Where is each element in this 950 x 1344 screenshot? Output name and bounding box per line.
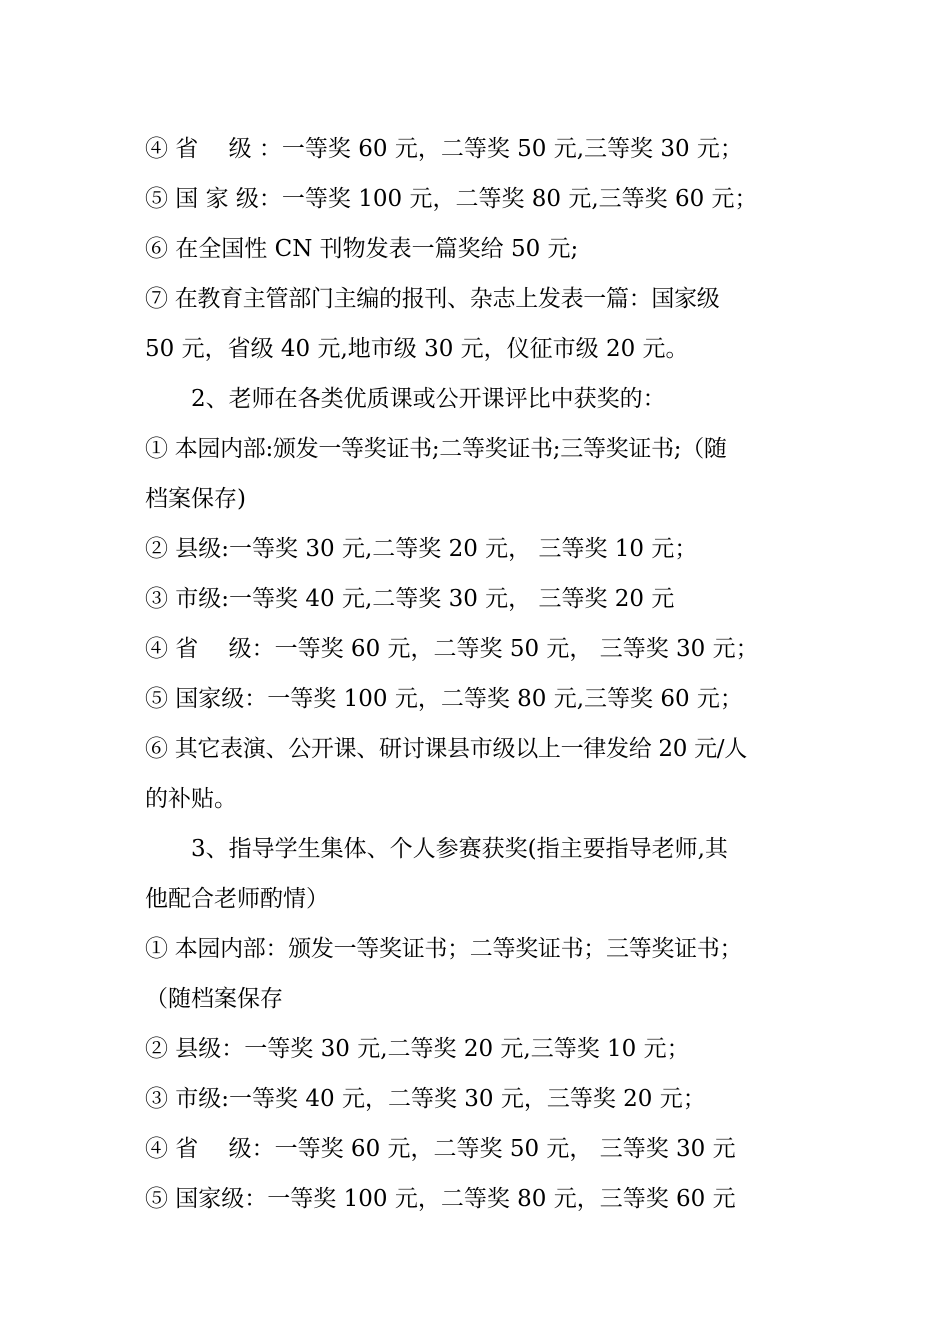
document-body (145, 124, 817, 1224)
section-heading-2: 2、老师在各类优质课或公开课评比中获奖的： (191, 386, 666, 412)
text-line-heading-3-continued: 他配合老师酌情） (145, 886, 329, 912)
text-line-subsidy-end: 的补贴。 (145, 786, 237, 812)
text-line-provincial-award-2: ④ 省 级：一等奖 60 元，二等奖 50 元， 三等奖 30 元； (145, 636, 759, 662)
text-line-county-award: ② 县级:一等奖 30 元,二等奖 20 元， 三等奖 10 元； (145, 536, 698, 562)
text-line-county-award-2: ② 县级：一等奖 30 元,二等奖 20 元,三等奖 10 元； (145, 1036, 690, 1062)
text-line-archive-note-2: （随档案保存 (145, 986, 283, 1012)
text-line-national-award-2: ⑤ 国家级：一等奖 100 元，二等奖 80 元,三等奖 60 元； (145, 686, 743, 712)
text-line-national-award: ⑤ 国 家 级：一等奖 100 元，二等奖 80 元,三等奖 60 元； (145, 186, 758, 212)
text-line-national-award-3: ⑤ 国家级：一等奖 100 元，二等奖 80 元，三等奖 60 元 (145, 1186, 736, 1212)
text-line-publication-amounts: 50 元，省级 40 元,地市级 30 元，仪征市级 20 元。 (145, 336, 689, 362)
text-line-city-award-2: ③ 市级:一等奖 40 元，二等奖 30 元，三等奖 20 元； (145, 1086, 706, 1112)
text-line-city-award: ③ 市级:一等奖 40 元,二等奖 30 元， 三等奖 20 元 (145, 586, 675, 612)
text-line-performance-subsidy: ⑥ 其它表演、公开课、研讨课县市级以上一律发给 20 元/人 (145, 736, 747, 762)
text-line-cn-journal: ⑥ 在全国性 CN 刊物发表一篇奖给 50 元; (145, 236, 579, 262)
text-line-internal-certificates: ① 本园内部:颁发一等奖证书;二等奖证书;三等奖证书;（随 (145, 436, 727, 462)
section-heading-3: 3、指导学生集体、个人参赛获奖(指主要指导老师,其 (191, 836, 728, 862)
text-line-provincial-award: ④ 省 级 ：一等奖 60 元，二等奖 50 元,三等奖 30 元； (145, 136, 743, 162)
text-line-provincial-award-3: ④ 省 级：一等奖 60 元，二等奖 50 元， 三等奖 30 元 (145, 1136, 736, 1162)
text-line-internal-certificates-2: ① 本园内部：颁发一等奖证书；二等奖证书；三等奖证书； (145, 936, 743, 962)
text-line-education-publication: ⑦ 在教育主管部门主编的报刊、杂志上发表一篇：国家级 (145, 286, 720, 312)
text-line-archive-note: 档案保存) (145, 486, 246, 512)
